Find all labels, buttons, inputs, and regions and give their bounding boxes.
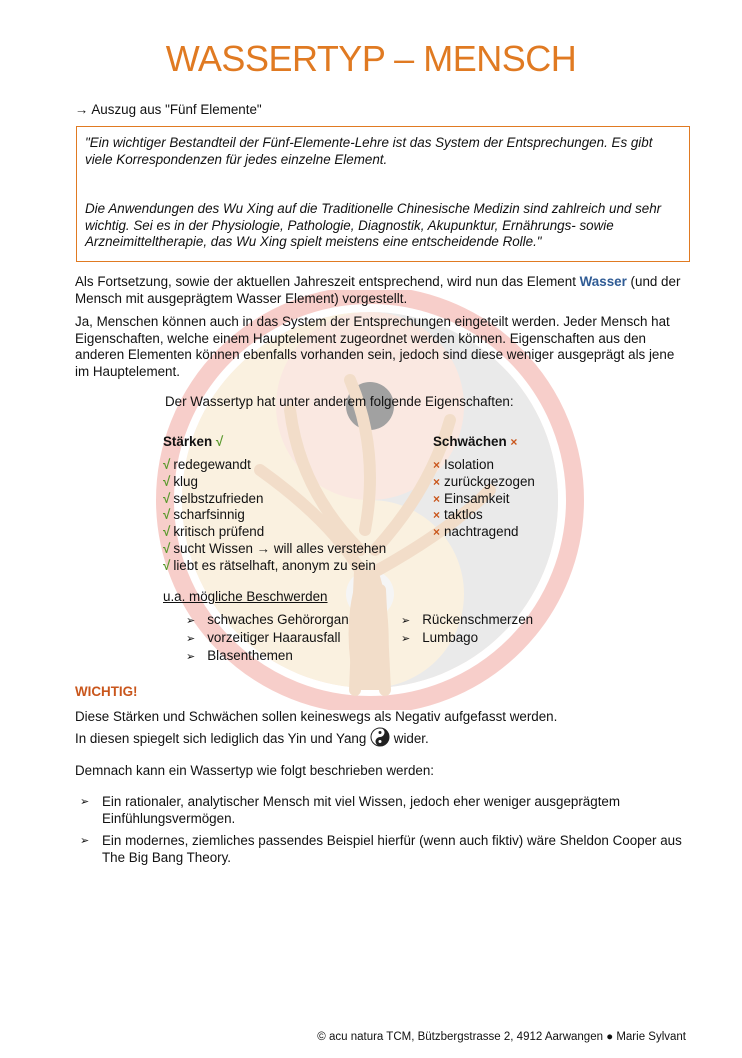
item-text: nachtragend xyxy=(444,524,519,540)
source-note: → Auszug aus "Fünf Elemente" xyxy=(75,102,262,117)
list-item xyxy=(80,794,690,827)
item-text: Rückenschmerzen xyxy=(422,612,534,627)
arrow-bullet-icon: ➢ xyxy=(80,835,90,847)
page-title: WASSERTYP – MENSCH xyxy=(165,38,577,79)
schwaechen-label: Schwächen xyxy=(433,434,507,449)
item-text: vorzeitiger Haarausfall xyxy=(207,629,341,645)
quote-paragraph-1: "Ein wichtiger Bestandteil der Fünf-Elemente-Lehre ist das System der Entsprechungen. Es gibt viele Korrespondenzen für jedes einzelne Element. xyxy=(85,135,653,167)
footer: © acu natura TCM, Bützbergstrasse 2, 4912 Aarwangen ● Marie Sylvant xyxy=(317,1031,686,1043)
arrow-bullet-icon: ➢ xyxy=(186,615,196,627)
staerken-list xyxy=(163,457,386,575)
properties-intro: Der Wassertyp hat unter anderem folgende Eigenschaften: xyxy=(165,394,514,409)
item-text: taktlos xyxy=(444,507,483,523)
staerken-label: Stärken xyxy=(163,434,213,449)
item-text: selbstzufrieden xyxy=(173,490,264,506)
cross-icon: × xyxy=(433,474,441,489)
list-item xyxy=(163,507,386,524)
cross-icon: × xyxy=(510,435,518,449)
bullet-text: Ein modernes, ziemliches passendes Beispiel hierfür (wenn auch fiktiv) wäre Sheldon Cooper aus The Big Bang Theory. xyxy=(102,833,682,865)
bullet-text: Ein rationaler, analytischer Mensch mit viel Wissen, jedoch eher weniger ausgeprägtem Einfühlungsvermögen. xyxy=(102,794,621,826)
quote-paragraph-2: Die Anwendungen des Wu Xing auf die Traditionelle Chinesische Medizin sind zahlreich und sehr wichtig. Sei es in der Physiologie, Pathologie, Diagnostik, Akupunktur, Ernährungs- sowie Arzneimitteltherapie, das Wu Xing spielt meistens eine entscheidende Rolle." xyxy=(85,201,662,249)
line-text: In diesen spiegelt sich lediglich das Yin und Yang xyxy=(75,731,371,746)
beschwerden-heading: u.a. mögliche Beschwerden xyxy=(163,589,328,604)
list-item xyxy=(163,474,386,491)
item-text: Blasenthemen xyxy=(207,647,293,663)
list-item xyxy=(163,558,386,575)
check-icon: √ xyxy=(163,540,171,556)
yin-yang-icon xyxy=(370,727,390,747)
arrow-bullet-icon: ➢ xyxy=(186,650,196,663)
list-item xyxy=(401,630,533,648)
intro-text-cont: (und der Mensch mit ausgeprägtem Wasser Element) vorgestellt. xyxy=(75,274,681,306)
item-text: Isolation xyxy=(444,457,494,472)
list-item xyxy=(401,612,533,630)
list-item xyxy=(163,524,386,541)
list-item xyxy=(80,833,690,866)
item-text: klug xyxy=(173,473,198,489)
intro-paragraph-2: Ja, Menschen können auch in das System der Entsprechungen eingeteilt werden. Jeder Mensch hat Eigenschaften, welche einem Hauptelement zugeordnet werden können. Eigenschaften aus den anderen Elementen können ebenfalls vorhanden sein, jedoch sind diese weniger ausgeprägt als jene im Hauptelement. xyxy=(75,314,675,379)
schwaechen-list xyxy=(433,457,535,541)
cross-icon: × xyxy=(433,508,441,523)
wichtig-line-1: Diese Stärken und Schwächen sollen keineswegs als Negativ aufgefasst werden. xyxy=(75,709,558,724)
wichtig-heading: WICHTIG! xyxy=(75,684,138,699)
list-item xyxy=(433,457,535,474)
intro-text: Als Fortsetzung, sowie der aktuellen Jahreszeit entsprechend, wird nun das Element xyxy=(75,274,580,289)
intro-paragraph-1 xyxy=(75,274,685,307)
list-item xyxy=(433,524,535,541)
list-item xyxy=(163,457,386,474)
list-item xyxy=(186,612,349,630)
check-icon: √ xyxy=(163,507,171,523)
arrow-bullet-icon: ➢ xyxy=(401,632,411,645)
cross-icon: × xyxy=(433,491,441,506)
check-icon: √ xyxy=(215,434,224,449)
cross-icon: × xyxy=(433,525,441,540)
list-item xyxy=(186,630,349,648)
item-text: kritisch prüfend xyxy=(173,524,265,540)
line-text-cont: wider. xyxy=(390,731,429,746)
item-text: Einsamkeit xyxy=(444,490,510,506)
check-icon: √ xyxy=(163,473,171,489)
list-item xyxy=(433,491,535,508)
arrow-bullet-icon: ➢ xyxy=(401,615,411,627)
list-item xyxy=(186,648,349,666)
arrow-bullet-icon: ➢ xyxy=(186,632,196,645)
item-text: scharfsinnig xyxy=(173,507,245,523)
list-item xyxy=(433,474,535,491)
beschwerden-list-left xyxy=(186,612,349,665)
item-text: sucht Wissen → will alles verstehen xyxy=(173,540,387,556)
cross-icon: × xyxy=(433,458,441,472)
list-item xyxy=(163,491,386,508)
check-icon: √ xyxy=(163,524,171,540)
wasser-highlight: Wasser xyxy=(579,274,627,289)
item-text: zurückgezogen xyxy=(444,473,535,489)
arrow-bullet-icon: ➢ xyxy=(80,796,90,808)
quote-box xyxy=(76,126,690,262)
item-text: Lumbago xyxy=(422,629,479,645)
item-text: liebt es rätselhaft, anonym zu sein xyxy=(173,557,376,573)
item-text: redegewandt xyxy=(173,457,251,472)
schwaechen-heading xyxy=(433,434,521,449)
item-text: schwaches Gehörorgan xyxy=(207,612,349,627)
check-icon: √ xyxy=(163,557,171,573)
wichtig-line-2 xyxy=(75,727,429,748)
demnach-text: Demnach kann ein Wassertyp wie folgt beschrieben werden: xyxy=(75,763,435,778)
list-item xyxy=(163,541,386,558)
staerken-heading xyxy=(163,434,226,449)
check-icon: √ xyxy=(163,490,171,506)
list-item xyxy=(433,507,535,524)
check-icon: √ xyxy=(163,457,171,472)
beschwerden-list-right xyxy=(401,612,533,648)
